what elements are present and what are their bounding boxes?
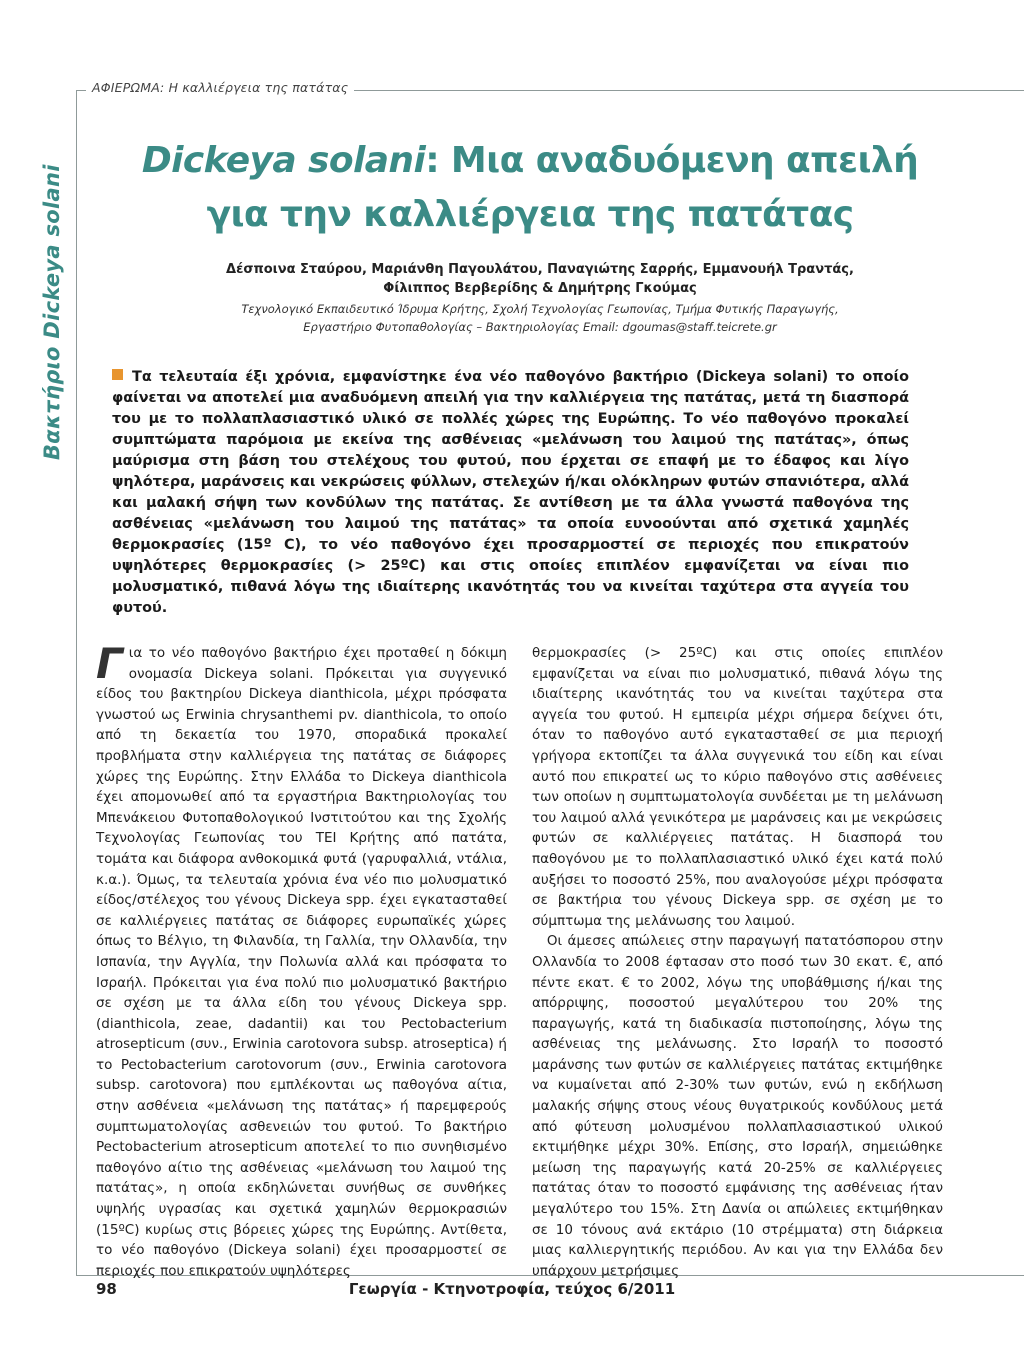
body-paragraph <box>96 639 507 1281</box>
side-label: Βακτήριο Dickeya solani <box>40 164 64 460</box>
frame-left-rule <box>76 90 77 1275</box>
authors <box>120 260 960 298</box>
affiliation-line1: Τεχνολογικό Εκπαιδευτικό Ίδρυμα Κρήτης, Σχολή Τεχνολογίας Γεωπονίας, Τμήμα Φυτικής Παραγωγής, <box>241 302 839 316</box>
page-number: 98 <box>96 1280 117 1298</box>
authors-line1: Δέσποινα Σταύρου, Μαριάνθη Παγουλάτου, Παναγιώτης Σαρρής, Εμμανουήλ Τραντάς, <box>226 262 854 277</box>
title-line1-rest: : Μια αναδυόμενη απειλή <box>425 140 919 181</box>
right-column-paragraph-1: θερμοκρασίες (> 25ºC) και στις οποίες επιπλέον εμφανίζεται να είναι πιο μολυσματικό, πιθανά λόγω της ιδιαίτερης ικανότητάς του να κινείται ταχύτερα στα αγγεία του φυτού. Η εμπειρία μέχρι σήμερα δείχνει ότι, όταν το παθογόνο αυτό εγκατασταθεί σε μια περιοχή γρήγορα εκτοπίζει τα άλλα συγγενικά του είδη και είναι αυτό που επικρατεί ως το κύριο παθογόνο στις ασθένειες των οποίων η συμπτωματολογία συνδέεται με τη μελάνωση του λαιμού αλλά γενικότερα με μαράνσεις και με νεκρώσεις φυτών σε καλλιέργειες πατάτας. Η διασπορά του παθογόνου με το πολλαπλασιαστικό υλικό έχει κατά πολύ αυξήσει το ποσοστό 25%, που αναλογούσε μέχρι πρόσφατα σε βακτήρια του γένους Dickeya spp. σε σχέση με το σύμπτωμα της μελάνωσης του λαιμού. <box>532 645 943 929</box>
abstract <box>112 367 909 619</box>
journal-footer: Γεωργία - Κτηνοτροφία, τεύχος 6/2011 <box>348 1280 676 1298</box>
affiliation <box>120 300 960 336</box>
body-right-column <box>532 643 943 1281</box>
affiliation-line2: Εργαστήριο Φυτοπαθολογίας – Βακτηριολογίας Email: dgoumas@staff.teicrete.gr <box>303 320 777 334</box>
abstract-text: Τα τελευταία έξι χρόνια, εμφανίστηκε ένα νέο παθογόνο βακτήριο (Dickeya solani) το οποίο φαίνεται να αποτελεί μια αναδυόμενη απειλή για την καλλιέργεια της πατάτας, μετά τη διασπορά του με το πολλαπλασιαστικό υλικό σε πολλές χώρες της Ευρώπης. Το νέο παθογόνο προκαλεί συμπτώματα παρόμοια με εκείνα της ασθένειας «μελάνωση του λαιμού της πατάτας», όπως μαύρισμα στη βάση του στελέχους του φυτού, που έρχεται σε επαφή με το έδαφος και λίγο ψηλότερα, μαράνσεις και νεκρώσεις φύλλων, στελεχών ή/και ολόκληρων φυτών σπανιότερα, αλλά και μαλακή σήψη των κονδύλων της πατάτας. Σε αντίθεση με τα άλλα γνωστά παθογόνα της ασθένειας «μελάνωση του λαιμού της πατάτας» τα οποία ευνοούνται από σχετικά χαμηλές θερμοκρασίες (15º C), το νέο παθογόνο έχει προσαρμοστεί σε περιοχές που επικρατούν υψηλότερες θερμοκρασίες (> 25ºC) και στις οποίες επιπλέον εμφανίζεται να είναι πιο μολυσματικό, πιθανά λόγω της ιδιαίτερης ικανότητάς του να κινείται ταχύτερα στα αγγεία του φυτού. <box>112 369 909 616</box>
left-column-text: ια το νέο παθογόνο βακτήριο έχει προταθεί η δόκιμη ονομασία Dickeya solani. Πρόκειται για συγγενικό είδος του βακτηρίου Dickeya dianthicola, μέχρι πρόσφατα γνωστού ως Erwinia chrysanthemi pv. dianthicola, το οποίο από τη δεκαετία του 1970, σποραδικά προκαλεί προβλήματα στην καλλιέργεια της πατάτας σε διάφορες χώρες της Ευρώπης. Στην Ελλάδα το Dickeya dianthicola έχει απομονωθεί από τα εργαστήρια Βακτηριολογίας του Μπενάκειου Φυτοπαθολογικού Ινστιτούτου και της Σχολής Τεχνολογίας Γεωπονίας του ΤΕΙ Κρήτης από πατάτα, τομάτα και διάφορα ανθοκομικά φυτά (γαρυφαλλιά, ντάλια, κ.α.). Όμως, τα τελευταία χρόνια ένα νέο πιο μολυσματικό είδος/στέλεχος του γένους Dickeya spp. έχει εγκατασταθεί σε καλλιέργειες πατάτας σε διάφορες ευρωπαϊκές χώρες όπως το Βέλγιο, τη Φιλανδία, τη Γαλλία, την Ολλανδία, την Ισπανία, την Αγγλία, την Πολωνία αλλά και πρόσφατα το Ισραήλ. Πρόκειται για ένα πολύ πιο μολυσματικό βακτήριο σε σχέση με τα άλλα είδη του γένους Dickeya spp. (dianthicola, zeae, dadantii) και του Pectobacterium atrosepticum (συν., Erwinia carotovora subsp. atroseptica) ή το Pectobacterium carotovorum (συν., Erwinia carotovora subsp. carotovora) που εμπλέκονται ως παθογόνα αίτια, στην ασθένεια «μελάνωση της πατάτας» ή παρεμφερούς συμπτωματολογίας ασθενειών του φυτού. Το βακτήριο Pectobacterium atrosepticum αποτελεί το πιο συνηθισμένο παθογόνο αίτιο της ασθένειας «μελάνωση του λαιμού της πατάτας», η οποία εκδηλώνεται συνήθως σε συνθήκες υψηλής υγρασίας και σχετικά χαμηλών θερμοκρασιών (15ºC) κυρίως στις βόρειες χώρες της Ευρώπης. Αντίθετα, το νέο παθογόνο (Dickeya solani) έχει προσαρμοστεί σε περιοχές που επικρατούν υψηλότερες <box>96 645 507 1279</box>
dropcap: Γ <box>96 639 123 688</box>
body-left-column <box>96 639 507 1281</box>
title-line2: για την καλλιέργεια της πατάτας <box>206 194 854 235</box>
authors-line2: Φίλιππος Βερβερίδης & Δημήτρης Γκούμας <box>383 281 697 296</box>
section-label: ΑΦΙΕΡΩΜΑ: Η καλλιέργεια της πατάτας <box>86 80 354 95</box>
abstract-bullet-icon <box>112 369 123 380</box>
right-column-paragraph-2: Οι άμεσες απώλειες στην παραγωγή πατατόσπορου στην Ολλανδία το 2008 έφτασαν στο ποσό των 30 εκατ. €, από πέντε εκατ. € το 2002, λόγω της υποβάθμισης ή/και της απόρριψης, ποσοστού μεγαλύτερου του 20% της παραγωγής, κατά τη διαδικασία πιστοποίησης, λόγω της ασθένειας της μελάνωσης. Στο Ισραήλ το ποσοστό μαράνσης των φυτών σε καλλιέργειες πατάτας εκτιμήθηκε να κυμαίνεται από 2-30% των φυτών, ενώ η εκδήλωση μαλακής σήψης στους νέους θυγατρικούς κονδύλους μετά από φύτευση μολυσμένου πολλαπλασιαστικού υλικού εκτιμήθηκε μέχρι 30%. Επίσης, στο Ισραήλ, σημειώθηκε μείωση της παραγωγής κατά 20-25% σε καλλιέργειες πατάτας όταν το ποσοστό εμφάνισης της ασθένειας ήταν μεγαλύτερο του 15%. Στη Δανία οι απώλειες εκτιμήθηκαν σε 10 τόνους ανά εκτάριο (10 στρέμματα) στη διάρκεια μιας καλλιεργητικής περιόδου. Αν και για την Ελλάδα δεν υπάρχουν μετρήσιμες <box>532 933 943 1279</box>
title-italic-part: Dickeya solani <box>141 140 426 181</box>
article-title <box>110 134 950 242</box>
